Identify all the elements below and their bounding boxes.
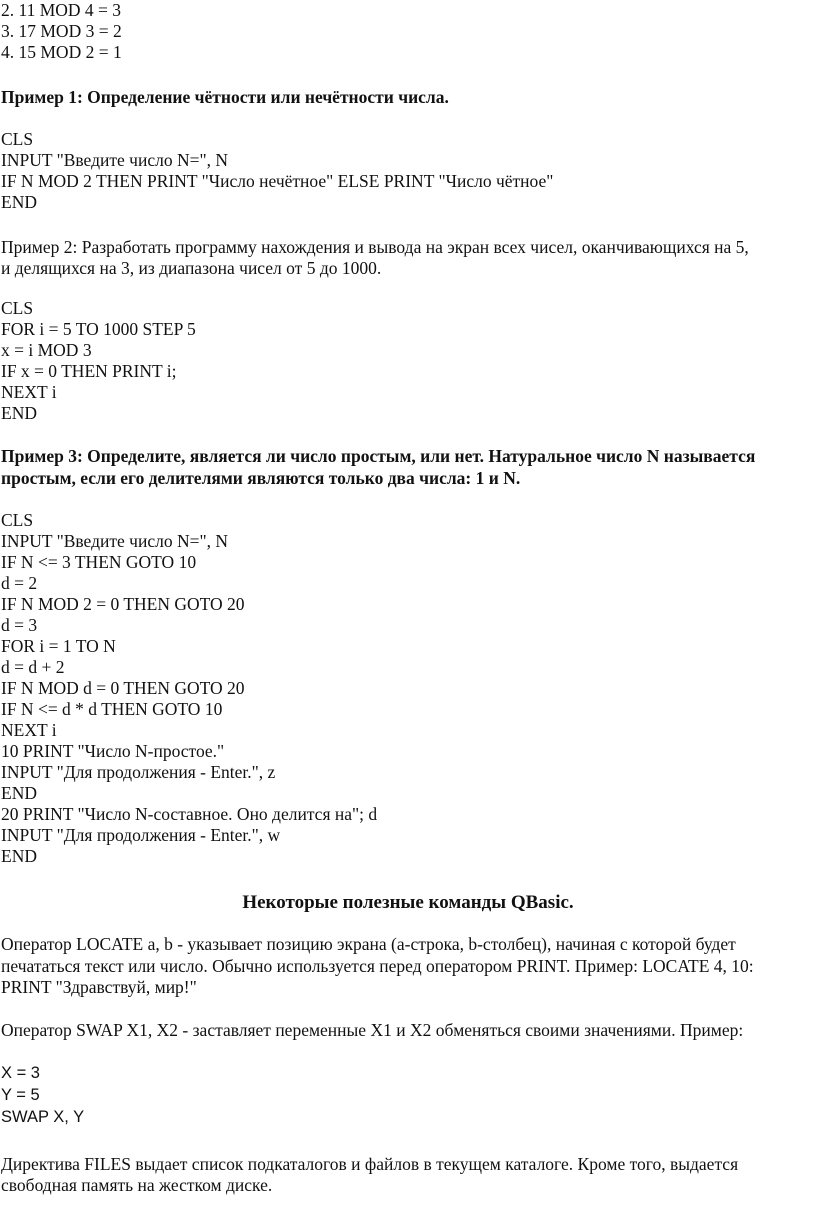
code-line: END	[1, 403, 37, 423]
code-line: IF N MOD 2 THEN PRINT "Число нечётное" ELSE PRINT "Число чётное"	[1, 171, 554, 191]
code-line: 20 PRINT "Число N-составное. Оно делится на"; d	[1, 804, 378, 824]
code-line: SWAP X, Y	[1, 1108, 85, 1126]
example3-title: простым, если его делителями являются только два числа: 1 и N.	[1, 468, 521, 488]
code-line: IF N MOD d = 0 THEN GOTO 20	[1, 678, 245, 698]
mod-example-line: 2. 11 MOD 4 = 3	[1, 0, 122, 20]
code-line: IF N <= 3 THEN GOTO 10	[1, 552, 197, 572]
code-line: Y = 5	[1, 1086, 40, 1104]
code-line: d = d + 2	[1, 657, 65, 677]
example3-title: Пример 3: Определите, является ли число простым, или нет. Натуральное число N называется	[1, 446, 756, 466]
mod-example-line: 3. 17 MOD 3 = 2	[1, 21, 122, 41]
example2-description: и делящихся на 3, из диапазона чисел от 5 до 1000.	[1, 258, 382, 278]
code-line: INPUT "Для продолжения - Enter.", z	[1, 762, 276, 782]
code-line: IF x = 0 THEN PRINT i;	[1, 361, 177, 381]
code-line: IF N <= d * d THEN GOTO 10	[1, 699, 223, 719]
code-line: INPUT "Для продолжения - Enter.", w	[1, 825, 281, 845]
code-line: d = 2	[1, 573, 38, 593]
code-line: IF N MOD 2 = 0 THEN GOTO 20	[1, 594, 245, 614]
paragraph-line: Директива FILES выдает список подкаталогов и файлов в текущем каталоге. Кроме того, выдается	[1, 1154, 739, 1174]
paragraph-line: Оператор SWAP X1, X2 - заставляет переменные X1 и X2 обменяться своими значениями. Пример:	[1, 1020, 744, 1040]
code-line: END	[1, 783, 37, 803]
mod-example-line: 4. 15 MOD 2 = 1	[1, 42, 122, 62]
code-line: END	[1, 846, 37, 866]
code-line: CLS	[1, 298, 34, 318]
code-line: 10 PRINT "Число N-простое."	[1, 741, 225, 761]
code-line: END	[1, 192, 37, 212]
paragraph-line: Оператор LOCATE a, b - указывает позицию экрана (a-строка, b-столбец), начиная с которой будет	[1, 934, 736, 954]
code-line: x = i MOD 3	[1, 340, 92, 360]
code-line: FOR i = 5 TO 1000 STEP 5	[1, 319, 196, 339]
paragraph-line: печататься текст или число. Обычно используется перед оператором PRINT. Пример: LOCATE 4, 10:	[1, 956, 754, 976]
paragraph-line: свободная память на жестком диске.	[1, 1175, 273, 1195]
paragraph-line: PRINT "Здравствуй, мир!"	[1, 977, 197, 997]
code-line: CLS	[1, 510, 34, 530]
section-title: Некоторые полезные команды QBasic.	[242, 892, 574, 913]
example2-description: Пример 2: Разработать программу нахождения и вывода на экран всех чисел, оканчивающихся на 5,	[1, 237, 749, 257]
code-line: NEXT i	[1, 382, 57, 402]
code-line: CLS	[1, 129, 34, 149]
code-line: INPUT "Введите число N=", N	[1, 531, 228, 551]
code-line: X = 3	[1, 1064, 40, 1082]
code-line: INPUT "Введите число N=", N	[1, 150, 228, 170]
code-line: FOR i = 1 TO N	[1, 636, 116, 656]
code-line: d = 3	[1, 615, 38, 635]
example1-title: Пример 1: Определение чётности или нечётности числа.	[1, 87, 449, 107]
code-line: NEXT i	[1, 720, 57, 740]
